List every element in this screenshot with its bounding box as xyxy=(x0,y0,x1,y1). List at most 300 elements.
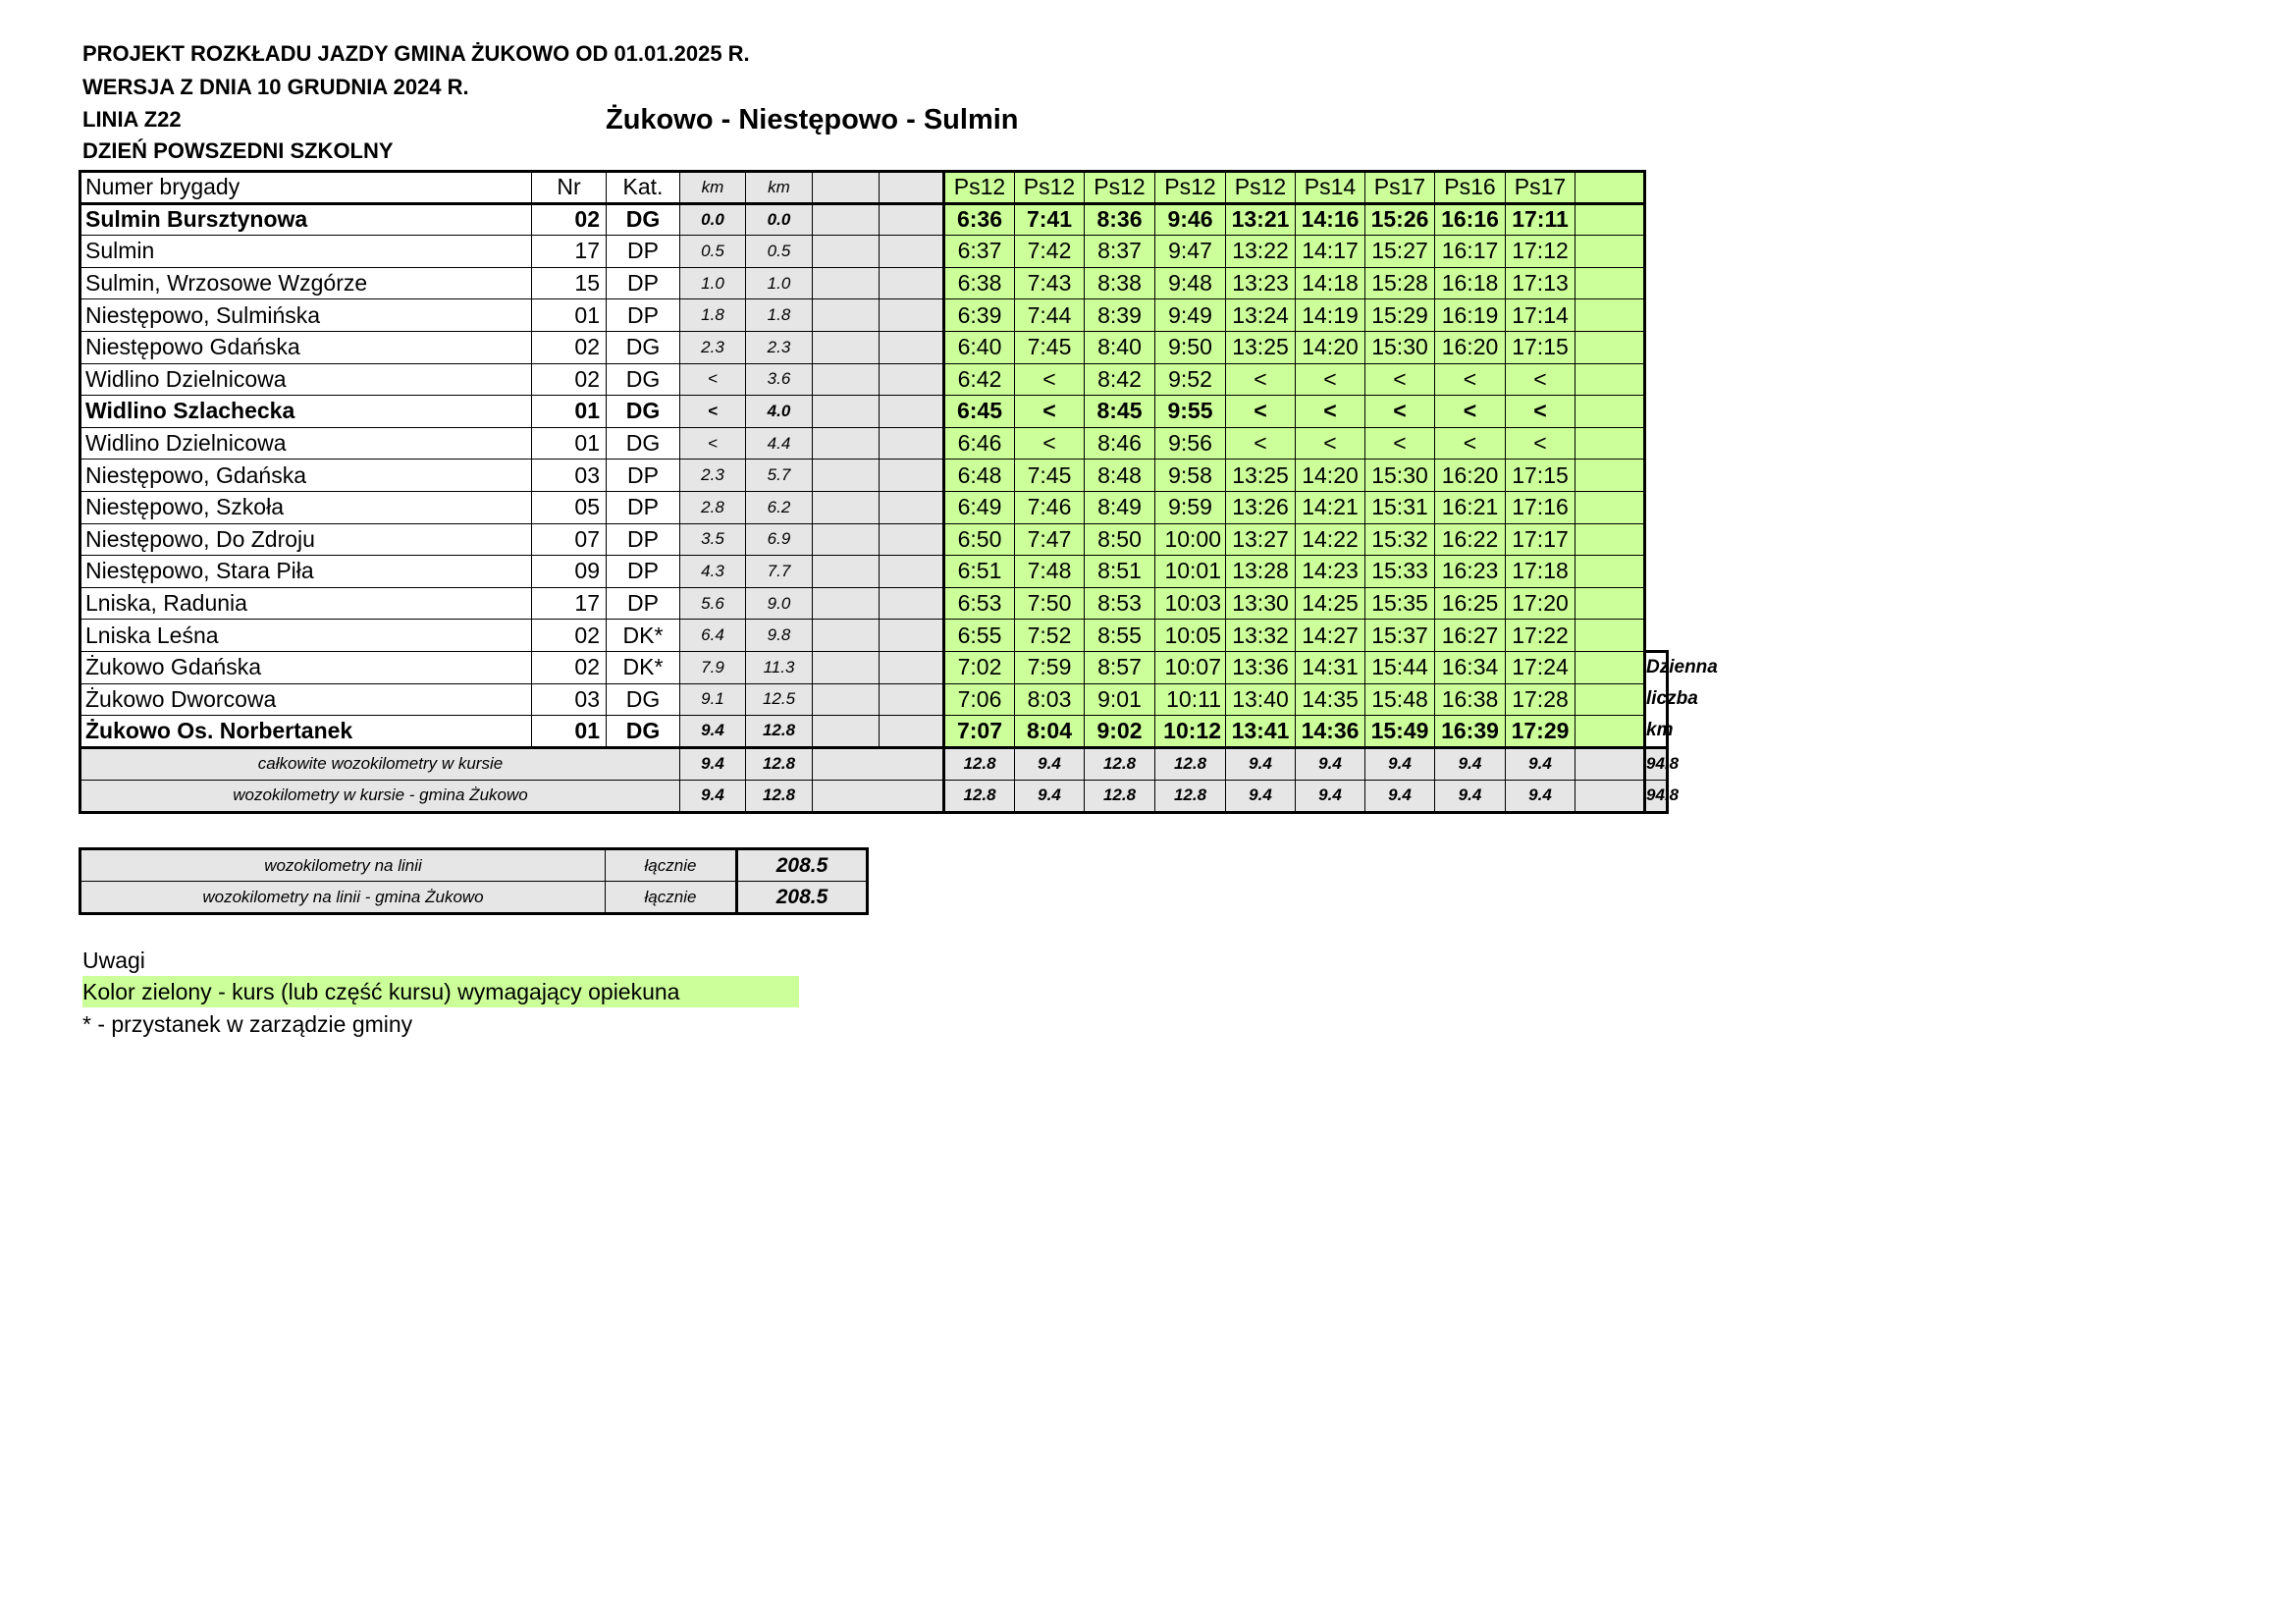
stop-row xyxy=(80,587,1738,620)
totals-value: 9.4 xyxy=(1365,780,1435,812)
departure-time: < xyxy=(1226,363,1296,396)
stop-nr: 02 xyxy=(532,363,607,396)
departure-time: 15:29 xyxy=(1365,299,1435,332)
stop-kat: DP xyxy=(607,460,680,492)
departure-time: 17:15 xyxy=(1506,460,1575,492)
departure-time: 16:19 xyxy=(1435,299,1506,332)
stop-km1: 5.6 xyxy=(680,587,746,620)
departure-time: 6:49 xyxy=(944,491,1015,523)
spacer-cell xyxy=(1575,331,1645,363)
spacer-cell xyxy=(880,651,944,683)
departure-time: 15:30 xyxy=(1365,460,1435,492)
stop-km2: 0.5 xyxy=(746,236,813,268)
header-row xyxy=(80,172,1738,204)
departure-time: < xyxy=(1365,363,1435,396)
stop-nr: 17 xyxy=(532,587,607,620)
departure-time: 6:55 xyxy=(944,620,1015,652)
brigade-header: Ps14 xyxy=(1296,172,1365,204)
stop-km1: < xyxy=(680,363,746,396)
blank-cell xyxy=(1645,587,1668,620)
departure-time: 17:28 xyxy=(1506,683,1575,716)
blank-cell xyxy=(1645,556,1668,588)
daily-km-label: Dzienna xyxy=(1645,651,1668,683)
departure-time: 16:25 xyxy=(1435,587,1506,620)
departure-time: 10:07 xyxy=(1155,651,1226,683)
spacer-cell xyxy=(1575,172,1645,204)
stop-kat: DG xyxy=(607,683,680,716)
departure-time: 17:15 xyxy=(1506,331,1575,363)
departure-time: 16:22 xyxy=(1435,523,1506,556)
departure-time: 8:37 xyxy=(1085,236,1155,268)
departure-time: 8:51 xyxy=(1085,556,1155,588)
stop-km2: 12.8 xyxy=(746,716,813,748)
stop-kat: DG xyxy=(607,396,680,428)
stop-nr: 05 xyxy=(532,491,607,523)
spacer-cell xyxy=(880,299,944,332)
departure-time: 8:04 xyxy=(1015,716,1085,748)
stop-kat: DP xyxy=(607,267,680,299)
departure-time: 7:42 xyxy=(1015,236,1085,268)
departure-time: 10:01 xyxy=(1155,556,1226,588)
line-km-value: 208.5 xyxy=(737,849,868,882)
departure-time: 14:35 xyxy=(1296,683,1365,716)
departure-time: 8:36 xyxy=(1085,203,1155,236)
departure-time: 15:32 xyxy=(1365,523,1435,556)
stop-km1: 9.4 xyxy=(680,716,746,748)
departure-time: 13:27 xyxy=(1226,523,1296,556)
line-km-mid: łącznie xyxy=(606,849,737,882)
spacer-cell xyxy=(880,523,944,556)
spacer-cell xyxy=(813,556,880,588)
spacer-cell xyxy=(813,651,880,683)
stop-kat: DP xyxy=(607,587,680,620)
stop-km1: 2.3 xyxy=(680,331,746,363)
stop-name: Żukowo Os. Norbertanek xyxy=(80,716,532,748)
spacer-cell xyxy=(813,363,880,396)
departure-time: 17:22 xyxy=(1506,620,1575,652)
departure-time: 16:34 xyxy=(1435,651,1506,683)
stop-name: Widlino Szlachecka xyxy=(80,396,532,428)
stop-km2: 11.3 xyxy=(746,651,813,683)
departure-time: 7:02 xyxy=(944,651,1015,683)
departure-time: 13:30 xyxy=(1226,587,1296,620)
stop-name: Lniska, Radunia xyxy=(80,587,532,620)
departure-time: 7:48 xyxy=(1015,556,1085,588)
stop-km2: 6.2 xyxy=(746,491,813,523)
totals-value: 9.4 xyxy=(1506,747,1575,780)
stop-km1: 0.0 xyxy=(680,203,746,236)
departure-time: 10:00 xyxy=(1155,523,1226,556)
departure-time: 15:31 xyxy=(1365,491,1435,523)
totals-label: całkowite wozokilometry w kursie xyxy=(80,747,680,780)
departure-time: 7:07 xyxy=(944,716,1015,748)
stop-km1: 9.1 xyxy=(680,683,746,716)
departure-time: 14:20 xyxy=(1296,331,1365,363)
stop-nr: 17 xyxy=(532,236,607,268)
brigade-header: Ps12 xyxy=(1015,172,1085,204)
spacer-cell xyxy=(1575,651,1645,683)
departure-time: < xyxy=(1365,396,1435,428)
stop-km1: 2.3 xyxy=(680,460,746,492)
stop-km2: 4.4 xyxy=(746,427,813,460)
totals-value: 9.4 xyxy=(1435,780,1506,812)
stop-km2: 1.8 xyxy=(746,299,813,332)
spacer-cell xyxy=(1575,620,1645,652)
departure-time: 17:12 xyxy=(1506,236,1575,268)
totals-value: 9.4 xyxy=(1435,747,1506,780)
departure-time: 7:59 xyxy=(1015,651,1085,683)
departure-time: 16:38 xyxy=(1435,683,1506,716)
departure-time: 16:17 xyxy=(1435,236,1506,268)
departure-time: 14:18 xyxy=(1296,267,1365,299)
stop-nr: 02 xyxy=(532,651,607,683)
totals-value: 12.8 xyxy=(944,747,1015,780)
spacer-cell xyxy=(880,427,944,460)
departure-time: < xyxy=(1435,427,1506,460)
spacer-cell xyxy=(880,556,944,588)
departure-time: 9:02 xyxy=(1085,716,1155,748)
spacer-cell xyxy=(813,491,880,523)
stop-km1: < xyxy=(680,396,746,428)
departure-time: 8:49 xyxy=(1085,491,1155,523)
spacer-cell xyxy=(1575,236,1645,268)
departure-time: 8:53 xyxy=(1085,587,1155,620)
spacer-cell xyxy=(813,620,880,652)
line-km-value: 208.5 xyxy=(737,882,868,914)
departure-time: 6:51 xyxy=(944,556,1015,588)
daily-km-label: liczba xyxy=(1645,683,1668,716)
departure-time: < xyxy=(1226,427,1296,460)
departure-time: 8:46 xyxy=(1085,427,1155,460)
departure-time: 7:45 xyxy=(1015,331,1085,363)
departure-time: 9:55 xyxy=(1155,396,1226,428)
departure-time: 9:58 xyxy=(1155,460,1226,492)
stop-kat: DP xyxy=(607,491,680,523)
departure-time: 10:11 xyxy=(1155,683,1226,716)
stop-name: Widlino Dzielnicowa xyxy=(80,427,532,460)
stop-kat: DG xyxy=(607,427,680,460)
stop-km1: < xyxy=(680,427,746,460)
spacer-cell xyxy=(880,620,944,652)
note-green-legend: Kolor zielony - kurs (lub część kursu) wymagający opiekuna xyxy=(82,976,799,1007)
spacer-cell xyxy=(813,427,880,460)
spacer-cell xyxy=(1575,460,1645,492)
stop-km2: 4.0 xyxy=(746,396,813,428)
stop-km2: 3.6 xyxy=(746,363,813,396)
spacer-cell xyxy=(813,203,880,236)
departure-time: 6:48 xyxy=(944,460,1015,492)
blank-cell xyxy=(1645,203,1668,236)
stop-km2: 1.0 xyxy=(746,267,813,299)
departure-time: 14:16 xyxy=(1296,203,1365,236)
blank-cell xyxy=(1645,236,1668,268)
totals-km2: 12.8 xyxy=(746,747,813,780)
stop-row xyxy=(80,299,1738,332)
blank-cell xyxy=(1645,331,1668,363)
brigade-header: Ps16 xyxy=(1435,172,1506,204)
stop-km2: 6.9 xyxy=(746,523,813,556)
departure-time: 9:49 xyxy=(1155,299,1226,332)
stop-row xyxy=(80,267,1738,299)
stop-kat: DP xyxy=(607,556,680,588)
stop-km2: 5.7 xyxy=(746,460,813,492)
departure-time: < xyxy=(1015,427,1085,460)
spacer-cell xyxy=(880,587,944,620)
stop-km1: 6.4 xyxy=(680,620,746,652)
spacer-cell xyxy=(880,363,944,396)
stop-row xyxy=(80,331,1738,363)
totals-value: 9.4 xyxy=(1015,747,1085,780)
departure-time: 7:50 xyxy=(1015,587,1085,620)
departure-time: 13:24 xyxy=(1226,299,1296,332)
spacer-cell xyxy=(1575,683,1645,716)
departure-time: 9:50 xyxy=(1155,331,1226,363)
totals-label: wozokilometry w kursie - gmina Żukowo xyxy=(80,780,680,812)
stop-kat: DP xyxy=(607,523,680,556)
spacer-cell xyxy=(1575,299,1645,332)
stop-nr: 01 xyxy=(532,299,607,332)
spacer-cell xyxy=(1575,587,1645,620)
stop-name: Niestępowo Gdańska xyxy=(80,331,532,363)
stop-km2: 9.0 xyxy=(746,587,813,620)
stop-km2: 9.8 xyxy=(746,620,813,652)
departure-time: 16:18 xyxy=(1435,267,1506,299)
daily-km-value: 94.8 xyxy=(1645,780,1668,812)
spacer-cell xyxy=(1575,491,1645,523)
departure-time: < xyxy=(1435,396,1506,428)
departure-time: 10:03 xyxy=(1155,587,1226,620)
stop-nr: 01 xyxy=(532,716,607,748)
daily-km-label: km xyxy=(1645,716,1668,748)
departure-time: 17:16 xyxy=(1506,491,1575,523)
departure-time: 6:38 xyxy=(944,267,1015,299)
spacer-cell xyxy=(880,172,944,204)
departure-time: 14:22 xyxy=(1296,523,1365,556)
spacer-cell xyxy=(813,716,880,748)
departure-time: 9:52 xyxy=(1155,363,1226,396)
departure-time: < xyxy=(1506,396,1575,428)
departure-time: 14:23 xyxy=(1296,556,1365,588)
departure-time: 10:12 xyxy=(1155,716,1226,748)
brigade-header: Ps12 xyxy=(1155,172,1226,204)
departure-time: < xyxy=(1365,427,1435,460)
stop-kat: DG xyxy=(607,331,680,363)
note-star: * - przystanek w zarządzie gminy xyxy=(82,1011,413,1037)
brigade-header: Ps12 xyxy=(1226,172,1296,204)
departure-time: 8:38 xyxy=(1085,267,1155,299)
spacer-cell xyxy=(813,587,880,620)
col-header-km2: km xyxy=(746,172,813,204)
spacer-cell xyxy=(880,491,944,523)
departure-time: 14:20 xyxy=(1296,460,1365,492)
departure-time: 6:40 xyxy=(944,331,1015,363)
spacer-cell xyxy=(1575,396,1645,428)
departure-time: 16:23 xyxy=(1435,556,1506,588)
departure-time: 8:48 xyxy=(1085,460,1155,492)
departure-time: 6:39 xyxy=(944,299,1015,332)
totals-value: 12.8 xyxy=(1085,747,1155,780)
blank-cell xyxy=(1645,523,1668,556)
departure-time: 17:29 xyxy=(1506,716,1575,748)
departure-time: 14:17 xyxy=(1296,236,1365,268)
stop-nr: 07 xyxy=(532,523,607,556)
stop-name: Sulmin xyxy=(80,236,532,268)
spacer-cell xyxy=(813,460,880,492)
departure-time: 9:48 xyxy=(1155,267,1226,299)
line-km-mid: łącznie xyxy=(606,882,737,914)
stop-nr: 02 xyxy=(532,203,607,236)
departure-time: < xyxy=(1296,363,1365,396)
totals-value: 9.4 xyxy=(1296,780,1365,812)
departure-time: 17:11 xyxy=(1506,203,1575,236)
daily-km-value: 94.8 xyxy=(1645,747,1668,780)
departure-time: 14:25 xyxy=(1296,587,1365,620)
departure-time: 9:47 xyxy=(1155,236,1226,268)
departure-time: 17:14 xyxy=(1506,299,1575,332)
departure-time: 15:33 xyxy=(1365,556,1435,588)
stop-nr: 03 xyxy=(532,683,607,716)
spacer-cell xyxy=(1575,523,1645,556)
stop-kat: DP xyxy=(607,299,680,332)
stop-km1: 7.9 xyxy=(680,651,746,683)
departure-time: 13:36 xyxy=(1226,651,1296,683)
departure-time: 17:17 xyxy=(1506,523,1575,556)
stop-row xyxy=(80,556,1738,588)
departure-time: 8:50 xyxy=(1085,523,1155,556)
departure-time: 15:35 xyxy=(1365,587,1435,620)
departure-time: 13:41 xyxy=(1226,716,1296,748)
spacer-cell xyxy=(880,460,944,492)
stop-row xyxy=(80,620,1738,652)
departure-time: 17:13 xyxy=(1506,267,1575,299)
col-header-km1: km xyxy=(680,172,746,204)
blank-cell xyxy=(1645,299,1668,332)
stop-nr: 02 xyxy=(532,620,607,652)
header-line-2: WERSJA Z DNIA 10 GRUDNIA 2024 R. xyxy=(82,75,469,99)
departure-time: 15:49 xyxy=(1365,716,1435,748)
totals-value: 12.8 xyxy=(1085,780,1155,812)
departure-time: < xyxy=(1296,396,1365,428)
spacer-cell xyxy=(813,396,880,428)
spacer-cell xyxy=(813,267,880,299)
departure-time: 8:57 xyxy=(1085,651,1155,683)
totals-value: 12.8 xyxy=(944,780,1015,812)
line-km-row xyxy=(80,849,868,882)
departure-time: 14:19 xyxy=(1296,299,1365,332)
stop-row xyxy=(80,523,1738,556)
stop-nr: 01 xyxy=(532,427,607,460)
stop-km2: 0.0 xyxy=(746,203,813,236)
departure-time: < xyxy=(1015,396,1085,428)
departure-time: 7:46 xyxy=(1015,491,1085,523)
departure-time: 17:24 xyxy=(1506,651,1575,683)
spacer-cell xyxy=(1575,427,1645,460)
stop-km1: 1.8 xyxy=(680,299,746,332)
departure-time: 16:16 xyxy=(1435,203,1506,236)
stop-km1: 1.0 xyxy=(680,267,746,299)
stop-kat: DK* xyxy=(607,651,680,683)
departure-time: 7:52 xyxy=(1015,620,1085,652)
line-km-row xyxy=(80,882,868,914)
stop-row xyxy=(80,716,1738,748)
stop-name: Żukowo Gdańska xyxy=(80,651,532,683)
departure-time: 14:31 xyxy=(1296,651,1365,683)
totals-value: 9.4 xyxy=(1365,747,1435,780)
spacer-cell xyxy=(1575,203,1645,236)
departure-time: 15:37 xyxy=(1365,620,1435,652)
stop-row xyxy=(80,396,1738,428)
stop-name: Niestępowo, Szkoła xyxy=(80,491,532,523)
departure-time: 14:36 xyxy=(1296,716,1365,748)
departure-time: 13:28 xyxy=(1226,556,1296,588)
departure-time: 15:48 xyxy=(1365,683,1435,716)
totals-value: 9.4 xyxy=(1506,780,1575,812)
notes-title: Uwagi xyxy=(82,947,145,973)
col-header-nr: Nr xyxy=(532,172,607,204)
departure-time: 8:03 xyxy=(1015,683,1085,716)
stop-name: Sulmin, Wrzosowe Wzgórze xyxy=(80,267,532,299)
spacer-cell xyxy=(1575,747,1645,780)
stop-name: Niestępowo, Do Zdroju xyxy=(80,523,532,556)
stop-km2: 12.5 xyxy=(746,683,813,716)
departure-time: 13:26 xyxy=(1226,491,1296,523)
totals-km2: 12.8 xyxy=(746,780,813,812)
stop-name: Niestępowo, Sulmińska xyxy=(80,299,532,332)
stop-name: Widlino Dzielnicowa xyxy=(80,363,532,396)
departure-time: 13:21 xyxy=(1226,203,1296,236)
departure-time: 13:23 xyxy=(1226,267,1296,299)
departure-time: 16:39 xyxy=(1435,716,1506,748)
spacer-cell xyxy=(813,172,880,204)
blank-cell xyxy=(1645,172,1668,204)
departure-time: 10:05 xyxy=(1155,620,1226,652)
departure-time: 13:22 xyxy=(1226,236,1296,268)
blank-cell xyxy=(1645,620,1668,652)
brigade-header: Ps12 xyxy=(1085,172,1155,204)
departure-time: < xyxy=(1506,363,1575,396)
spacer-cell xyxy=(1575,267,1645,299)
stop-km1: 2.8 xyxy=(680,491,746,523)
departure-time: 13:40 xyxy=(1226,683,1296,716)
spacer-cell xyxy=(880,396,944,428)
departure-time: 6:37 xyxy=(944,236,1015,268)
totals-value: 9.4 xyxy=(1296,747,1365,780)
departure-time: < xyxy=(1296,427,1365,460)
stop-nr: 03 xyxy=(532,460,607,492)
totals-value: 9.4 xyxy=(1226,747,1296,780)
stop-nr: 01 xyxy=(532,396,607,428)
stop-nr: 09 xyxy=(532,556,607,588)
spacer-cell xyxy=(1575,780,1645,812)
stop-km1: 4.3 xyxy=(680,556,746,588)
totals-value: 12.8 xyxy=(1155,780,1226,812)
spacer-cell xyxy=(880,203,944,236)
departure-time: 16:27 xyxy=(1435,620,1506,652)
departure-time: 6:50 xyxy=(944,523,1015,556)
departure-time: 8:40 xyxy=(1085,331,1155,363)
departure-time: 17:20 xyxy=(1506,587,1575,620)
spacer-cell xyxy=(880,267,944,299)
stop-kat: DG xyxy=(607,203,680,236)
spacer-cell xyxy=(813,236,880,268)
blank-cell xyxy=(1645,427,1668,460)
departure-time: 15:30 xyxy=(1365,331,1435,363)
stop-name: Sulmin Bursztynowa xyxy=(80,203,532,236)
departure-time: 13:32 xyxy=(1226,620,1296,652)
departure-time: < xyxy=(1435,363,1506,396)
blank-cell xyxy=(1645,396,1668,428)
departure-time: 7:47 xyxy=(1015,523,1085,556)
